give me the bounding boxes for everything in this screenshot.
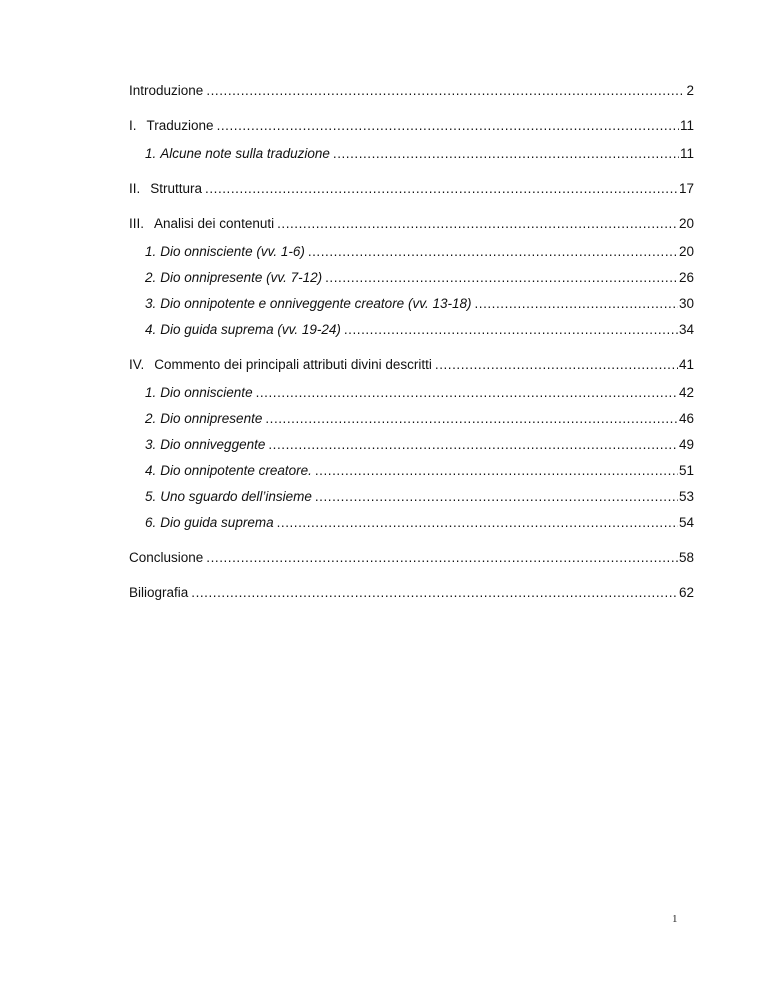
toc-entry-page: 58 bbox=[678, 550, 694, 565]
table-of-contents bbox=[129, 81, 694, 603]
toc-entry-number: IV. bbox=[129, 357, 145, 372]
dot-leader bbox=[435, 355, 678, 375]
dot-leader bbox=[206, 81, 685, 101]
toc-entry-number: 4. bbox=[145, 322, 157, 337]
toc-entry-number: 1. bbox=[145, 385, 157, 400]
dot-leader bbox=[333, 144, 679, 164]
toc-entry-page: 34 bbox=[678, 322, 694, 337]
toc-entry-page: 17 bbox=[678, 181, 694, 196]
toc-entry-page: 2 bbox=[686, 83, 694, 98]
toc-entry-page: 11 bbox=[679, 118, 694, 133]
toc-entry-label: Conclusione bbox=[129, 550, 204, 565]
toc-subentry-onnipresente-vv[interactable] bbox=[129, 268, 694, 288]
page-number: 1 bbox=[672, 913, 678, 925]
toc-entry-label: Dio onnipotente creatore. bbox=[160, 463, 312, 478]
toc-subentry-note-traduzione[interactable] bbox=[129, 144, 694, 164]
dot-leader bbox=[256, 383, 678, 403]
dot-leader bbox=[315, 461, 678, 481]
dot-leader bbox=[308, 242, 678, 262]
toc-entry-label: Biliografia bbox=[129, 585, 189, 600]
toc-entry-number: 1. bbox=[145, 244, 157, 259]
toc-entry-page: 53 bbox=[678, 489, 694, 504]
toc-entry-label: Dio onnisciente bbox=[160, 385, 253, 400]
toc-entry-label: Alcune note sulla traduzione bbox=[160, 146, 330, 161]
dot-leader bbox=[315, 487, 678, 507]
toc-entry-label: Dio guida suprema bbox=[160, 515, 274, 530]
toc-entry-label: Introduzione bbox=[129, 83, 204, 98]
dot-leader bbox=[265, 409, 678, 429]
toc-entry-label: Traduzione bbox=[146, 118, 214, 133]
toc-subentry-onnipotente-vv[interactable] bbox=[129, 294, 694, 314]
toc-entry-page: 62 bbox=[678, 585, 694, 600]
toc-entry-label: Dio onnisciente (vv. 1-6) bbox=[160, 244, 305, 259]
toc-entry-conclusione[interactable] bbox=[129, 548, 694, 568]
toc-entry-label: Commento dei principali attributi divini descritti bbox=[154, 357, 432, 372]
toc-entry-number: II. bbox=[129, 181, 141, 196]
toc-entry-number: 4. bbox=[145, 463, 157, 478]
toc-entry-label: Dio onnipresente bbox=[160, 411, 263, 426]
toc-entry-analisi[interactable] bbox=[129, 214, 694, 234]
toc-subentry-onniveggente[interactable] bbox=[129, 435, 694, 455]
dot-leader bbox=[205, 179, 678, 199]
toc-entry-page: 49 bbox=[678, 437, 694, 452]
toc-entry-label: Dio onnipotente e onniveggente creatore (vv. 13-18) bbox=[160, 296, 472, 311]
dot-leader bbox=[277, 214, 678, 234]
toc-subentry-guida-suprema[interactable] bbox=[129, 513, 694, 533]
toc-entry-biliografia[interactable] bbox=[129, 583, 694, 603]
toc-entry-number: 2. bbox=[145, 270, 157, 285]
toc-entry-number: I. bbox=[129, 118, 137, 133]
toc-subentry-onnipresente[interactable] bbox=[129, 409, 694, 429]
toc-entry-page: 20 bbox=[678, 216, 694, 231]
toc-entry-page: 26 bbox=[678, 270, 694, 285]
toc-entry-label: Dio onnipresente (vv. 7-12) bbox=[160, 270, 323, 285]
toc-entry-page: 30 bbox=[678, 296, 694, 311]
toc-entry-label: Dio onniveggente bbox=[160, 437, 266, 452]
toc-entry-page: 46 bbox=[678, 411, 694, 426]
toc-entry-page: 20 bbox=[678, 244, 694, 259]
toc-entry-number: 5. bbox=[145, 489, 157, 504]
toc-entry-label: Uno sguardo dell’insieme bbox=[160, 489, 312, 504]
toc-entry-number: 1. bbox=[145, 146, 157, 161]
toc-entry-page: 51 bbox=[678, 463, 694, 478]
toc-entry-label: Struttura bbox=[150, 181, 203, 196]
dot-leader bbox=[277, 513, 678, 533]
toc-subentry-guida-vv[interactable] bbox=[129, 320, 694, 340]
toc-entry-traduzione[interactable] bbox=[129, 116, 694, 136]
toc-entry-number: 6. bbox=[145, 515, 157, 530]
dot-leader bbox=[474, 294, 678, 314]
dot-leader bbox=[191, 583, 678, 603]
toc-entry-commento[interactable] bbox=[129, 355, 694, 375]
dot-leader bbox=[268, 435, 678, 455]
toc-entry-page: 42 bbox=[678, 385, 694, 400]
dot-leader bbox=[206, 548, 678, 568]
toc-subentry-onnisciente[interactable] bbox=[129, 383, 694, 403]
toc-entry-number: 3. bbox=[145, 296, 157, 311]
toc-entry-page: 11 bbox=[679, 146, 694, 161]
toc-entry-label: Dio guida suprema (vv. 19-24) bbox=[160, 322, 341, 337]
toc-entry-struttura[interactable] bbox=[129, 179, 694, 199]
toc-subentry-onnipotente-creatore[interactable] bbox=[129, 461, 694, 481]
toc-entry-introduzione[interactable] bbox=[129, 81, 694, 101]
toc-subentry-onnisciente-vv[interactable] bbox=[129, 242, 694, 262]
dot-leader bbox=[344, 320, 678, 340]
toc-entry-page: 41 bbox=[678, 357, 694, 372]
toc-entry-number: 2. bbox=[145, 411, 157, 426]
toc-entry-number: III. bbox=[129, 216, 145, 231]
toc-entry-label: Analisi dei contenuti bbox=[154, 216, 275, 231]
dot-leader bbox=[217, 116, 679, 136]
toc-subentry-sguardo-insieme[interactable] bbox=[129, 487, 694, 507]
toc-entry-number: 3. bbox=[145, 437, 157, 452]
toc-entry-page: 54 bbox=[678, 515, 694, 530]
dot-leader bbox=[325, 268, 678, 288]
